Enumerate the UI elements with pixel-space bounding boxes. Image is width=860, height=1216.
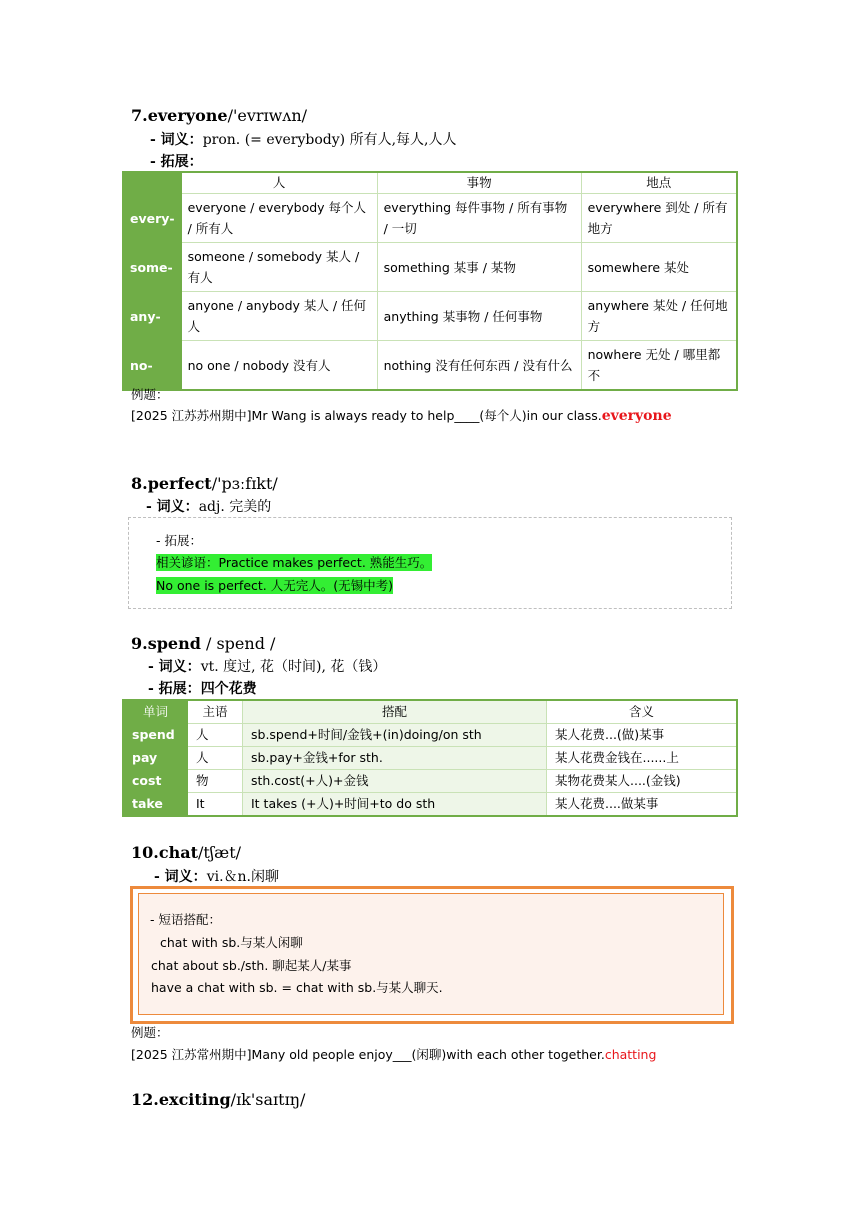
answer-text: everyone [601,408,672,424]
phrase-title: - 短语搭配： [150,912,221,927]
cell-thing: something 某事 / 某物 [377,243,581,292]
meaning-line: - 词义：adj. 完美的 [146,499,272,515]
phrase-line-1: chat with sb.与某人闲聊 [160,935,303,950]
header-corner [123,172,181,194]
header-usage: 搭配 [243,700,547,724]
spend-verbs-table [122,699,738,817]
meaning-line: - 词义：vi.＆n.闲聊 [154,869,279,885]
heading-exciting: 12.exciting/ɪk'saɪtɪŋ/ [131,1090,306,1109]
cell-word: spend [123,724,188,747]
header-meaning: 含义 [547,700,738,724]
cell-subject: 人 [188,747,243,770]
phrase-line-3: have a chat with sb. = chat with sb.与某人聊天. [151,980,443,995]
cell-word: take [123,793,188,817]
cell-word: pay [123,747,188,770]
cell-meaning: 某人花费....做某事 [547,793,738,817]
extension-label: - 拓展： [150,154,203,170]
header-person: 人 [181,172,377,194]
cell-person: everyone / everybody 每个人 / 所有人 [181,194,377,243]
proverb-line-1: 相关谚语：Practice makes perfect. 熟能生巧。 [156,555,433,570]
header-thing: 事物 [377,172,581,194]
cell-usage: It takes (+人)+时间+to do sth [243,793,547,817]
table-row [123,194,737,243]
example-sentence: [2025 江苏苏州期中]Mr Wang is always ready to help____(每个人)in our class.everyone [131,408,672,424]
cell-thing: anything 某事物 / 任何事物 [377,292,581,341]
table-row [123,243,737,292]
answer-text: chatting [604,1047,657,1062]
cell-usage: sth.cost(+人)+金钱 [243,770,547,793]
example-sentence: [2025 江苏常州期中]Many old people enjoy___(闲聊)with each other together.chatting [131,1047,657,1062]
cell-subject: 物 [188,770,243,793]
indefinite-pronoun-table [122,171,738,391]
cell-word: cost [123,770,188,793]
cell-subject: 人 [188,724,243,747]
table-row [123,341,737,391]
cell-person: anyone / anybody 某人 / 任何人 [181,292,377,341]
table-row [123,747,737,770]
header-subject: 主语 [188,700,243,724]
row-prefix: any- [123,292,181,341]
proverb-line-2: No one is perfect. 人无完人。(无锡中考) [156,578,393,593]
cell-person: someone / somebody 某人 / 有人 [181,243,377,292]
extension-label: - 拓展： [156,533,202,548]
cell-usage: sb.pay+金钱+for sth. [243,747,547,770]
table-row [123,770,737,793]
row-prefix: no- [123,341,181,391]
cell-usage: sb.spend+时间/金钱+(in)doing/on sth [243,724,547,747]
heading-chat: 10.chat/tʃæt/ [131,843,242,862]
heading-everyone: 7.everyone/'evrɪwʌn/ [131,106,308,125]
table-header-row [123,172,737,194]
header-place: 地点 [581,172,737,194]
row-prefix: some- [123,243,181,292]
table-row [123,724,737,747]
header-word: 单词 [123,700,188,724]
cell-thing: nothing 没有任何东西 / 没有什么 [377,341,581,391]
cell-place: anywhere 某处 / 任何地方 [581,292,737,341]
row-prefix: every- [123,194,181,243]
cell-thing: everything 每件事物 / 所有事物 / 一切 [377,194,581,243]
extension-line: - 拓展：四个花费 [148,681,257,697]
cell-subject: It [188,793,243,817]
cell-place: everywhere 到处 / 所有地方 [581,194,737,243]
cell-meaning: 某物花费某人....(金钱) [547,770,738,793]
table-row [123,793,737,817]
meaning-line: - 词义：pron. (= everybody) 所有人,每人,人人 [150,132,457,148]
example-label: 例题： [131,387,169,402]
phrase-line-2: chat about sb./sth. 聊起某人/某事 [151,958,352,973]
cell-meaning: 某人花费金钱在......上 [547,747,738,770]
heading-spend: 9.spend / spend / [131,634,276,653]
phrase-box-inner [138,893,724,1015]
cell-meaning: 某人花费...(做)某事 [547,724,738,747]
cell-place: somewhere 某处 [581,243,737,292]
table-header-row [123,700,737,724]
meaning-line: - 词义：vt. 度过, 花（时间), 花（钱） [148,659,387,675]
table-row [123,292,737,341]
cell-person: no one / nobody 没有人 [181,341,377,391]
cell-place: nowhere 无处 / 哪里都不 [581,341,737,391]
heading-perfect: 8.perfect/'pɜːfɪkt/ [131,474,278,493]
example-label: 例题： [131,1025,169,1040]
